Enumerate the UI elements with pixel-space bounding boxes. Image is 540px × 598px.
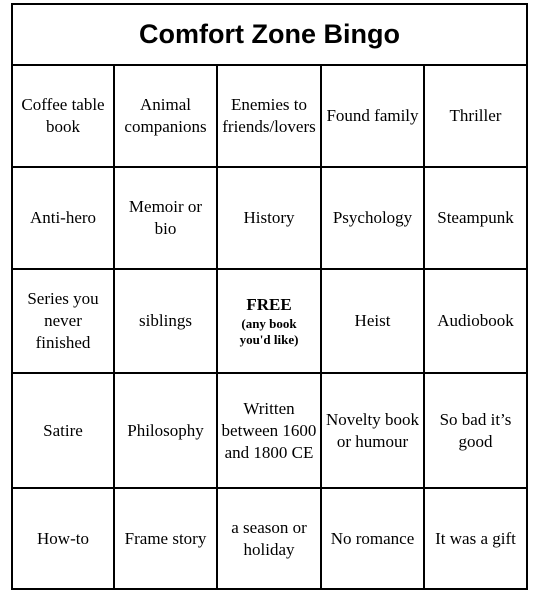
free-note-line1: (any book: [241, 316, 297, 331]
bingo-cell: Memoir or bio: [115, 168, 218, 270]
free-space: [240, 294, 299, 348]
bingo-cell: siblings: [115, 270, 218, 374]
bingo-cell: Philosophy: [115, 374, 218, 489]
bingo-cell: a season or holiday: [218, 489, 322, 588]
bingo-card: [11, 3, 528, 590]
free-label: FREE: [246, 295, 292, 314]
bingo-cell: Animal companions: [115, 66, 218, 168]
bingo-cell: History: [218, 168, 322, 270]
bingo-cell: Novelty book or humour: [322, 374, 425, 489]
bingo-cell: Steampunk: [425, 168, 526, 270]
bingo-cell: It was a gift: [435, 528, 516, 548]
free-space-cell: [218, 270, 322, 374]
bingo-cell: Psychology: [322, 168, 425, 270]
bingo-cell: Written between 1600 and 1800 CE: [218, 374, 322, 489]
bingo-cell: Frame story: [115, 489, 218, 588]
bingo-cell: Satire: [13, 374, 115, 489]
bingo-grid: [13, 66, 526, 588]
free-note-line2: you'd like): [239, 332, 299, 347]
bingo-cell: How-to: [13, 489, 115, 588]
bingo-cell: Coffee table book: [13, 66, 115, 168]
bingo-cell: Series you never finished: [13, 270, 115, 374]
bingo-cell: Audiobook: [425, 270, 526, 374]
bingo-cell: Enemies to friends/lovers: [218, 66, 322, 168]
bingo-cell: Thriller: [425, 66, 526, 168]
bingo-cell: No romance: [322, 489, 425, 588]
bingo-cell: So bad it’s good: [425, 374, 526, 489]
bingo-cell: Heist: [322, 270, 425, 374]
bingo-cell: Found family: [322, 66, 425, 168]
card-title: Comfort Zone Bingo: [13, 5, 526, 66]
bingo-cell: Anti-hero: [13, 168, 115, 270]
